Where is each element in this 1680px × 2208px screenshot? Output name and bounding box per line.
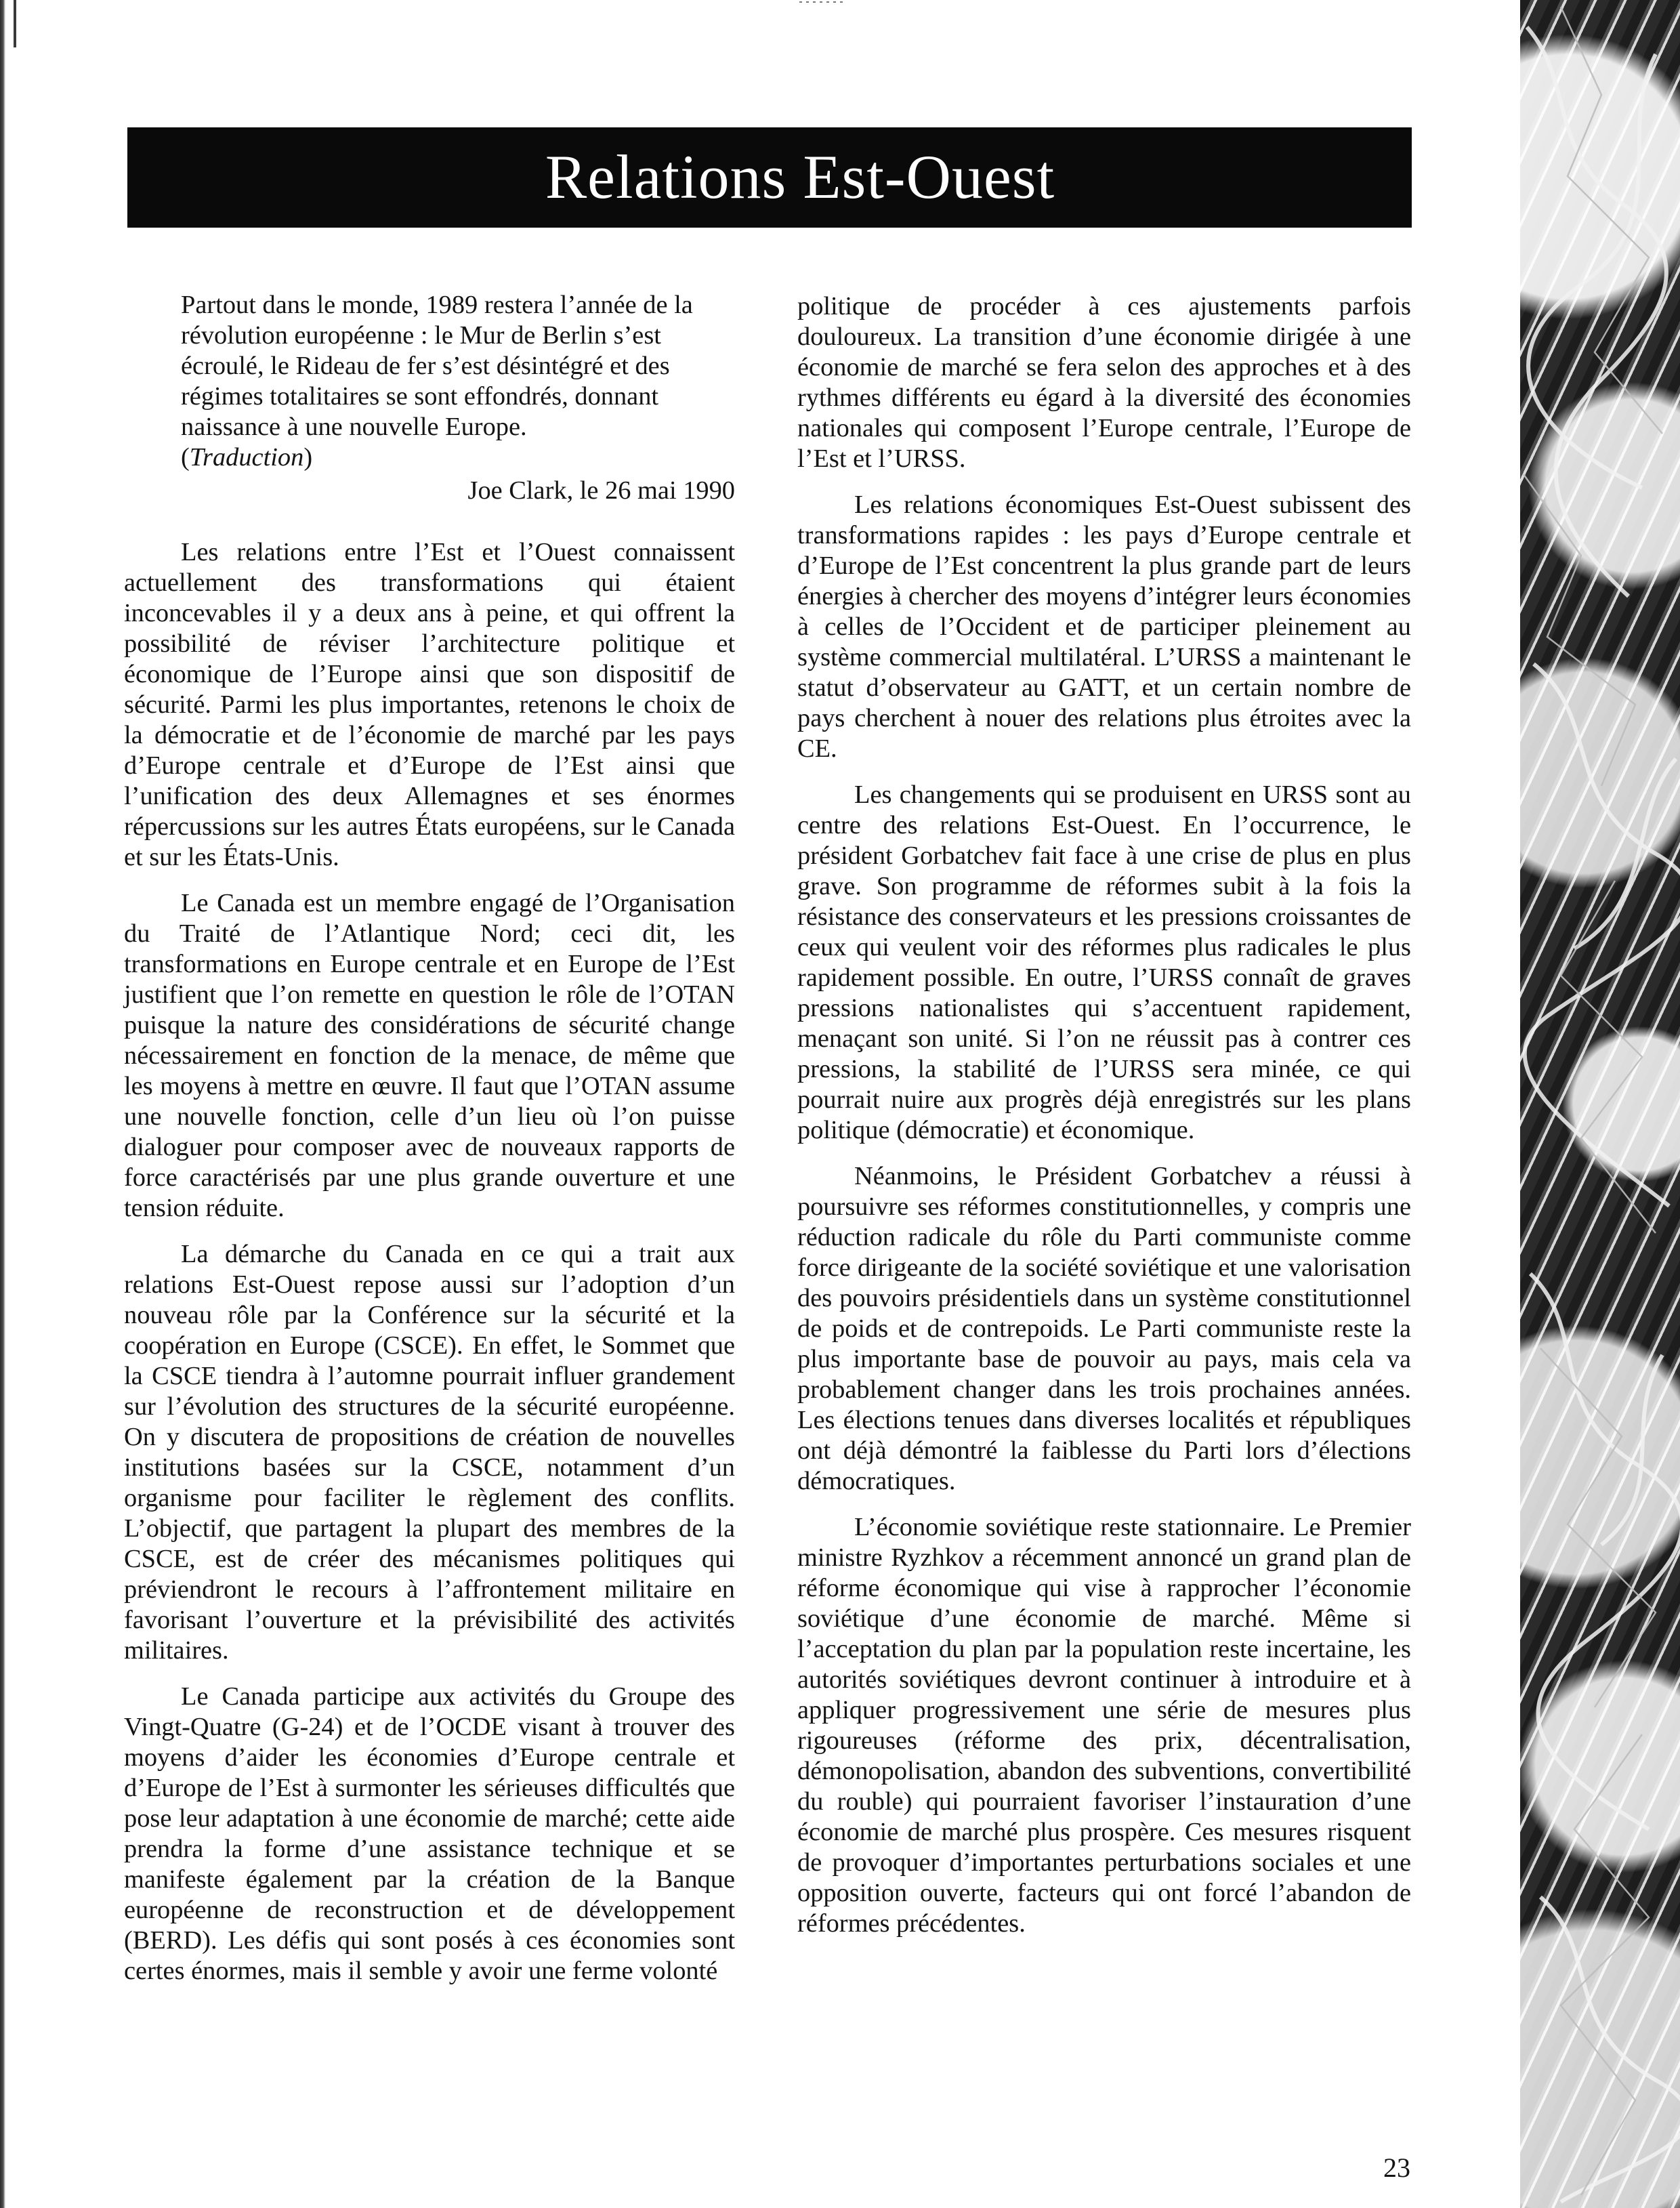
paragraph: L’économie soviétique reste stationnaire. Le Premier ministre Ryzhkov a récemment annoncé un grand plan de réforme économique qui vise à rapprocher l’économie soviétique d’une économie de marché. Même si l’acceptation du plan par la population reste incertaine, les autorités soviétiques devront continuer à introduire et à appliquer progressivement une série de mesures plus rigoureuses (réforme des prix, décentralisation, démonopolisation, abandon des subventions, convertibilité du rouble) qui pourraient favoriser l’instauration d’une économie de marché plus prospère. Ces mesures risquent de provoquer d’importantes perturbations sociales et une opposition ouverte, facteurs qui ont forcé l’abandon de réformes précédentes. xyxy=(797,1513,1411,1938)
page-binding-edge xyxy=(0,0,5,2208)
paragraph: Le Canada participe aux activités du Groupe des Vingt-Quatre (G-24) et de l’OCDE visant à trouver des moyens d’aider les économies d’Europe centrale et d’Europe de l’Est à surmonter les sérieuses difficultés que pose leur adaptation à une économie de marché; cette aide prendra la forme d’une assistance technique et se manifeste également par la création de la Banque européenne de reconstruction et de développement (BERD). Les défis qui sont posés à ces économies sont certes énormes, mais il semble y avoir une ferme volonté xyxy=(124,1682,735,1985)
marble-veins-decoration xyxy=(1520,0,1680,2208)
paragraph: Les relations économiques Est-Ouest subissent des transformations rapides : les pays d’Europe centrale et d’Europe de l’Est concentrent la plus grande part de leurs énergies à chercher des moyens d’intégrer leurs économies à celles de l’Occident et de participer pleinement au système commercial multilatéral. L’URSS a maintenant le statut d’observateur au GATT, et un certain nombre de pays cherchent à nouer des relations plus étroites avec la CE. xyxy=(797,491,1411,763)
section-title-banner xyxy=(127,127,1412,228)
left-column xyxy=(124,290,735,2002)
epigraph-quote xyxy=(124,290,735,473)
epigraph xyxy=(124,290,735,506)
paragraph-continued: politique de procéder à ces ajustements parfois douloureux. La transition d’une économie dirigée à une économie de marché se fera selon des approches et à des rythmes différents eu égard à la diversité des économies nationales qui composent l’Europe centrale, l’Europe de l’Est et l’URSS. xyxy=(797,292,1411,473)
paragraph: Néanmoins, le Président Gorbatchev a réussi à poursuivre ses réformes constitutionnelles, y compris une réduction radicale du rôle du Parti communiste comme force dirigeante de la société soviétique et une valorisation des pouvoirs présidentiels dans un système constitutionnel de poids et de contrepoids. Le Parti communiste reste la plus importante base de pouvoir au pays, mais cela va probablement changer dans les trois prochaines années. Les élections tenues dans diverses localités et républiques ont déjà démontré la faiblesse du Parti lors d’élections démocratiques. xyxy=(797,1162,1411,1495)
epigraph-translation-note: Traduction xyxy=(189,443,304,472)
paragraph: Les relations entre l’Est et l’Ouest connaissent actuellement des transformations qui étaient inconcevables il y a deux ans à peine, et qui offrent la possibilité de réviser l’architecture politique et économique de l’Europe ainsi que son dispositif de sécurité. Parmi les plus importantes, retenons le choix de la démocratie et de l’économie de marché par les pays d’Europe centrale et d’Europe de l’Est ainsi que l’unification des deux Allemagnes et ses énormes répercussions sur les autres États européens, sur le Canada et sur les États-Unis. xyxy=(124,538,735,871)
binding-mark xyxy=(14,0,16,47)
paragraph: Les changements qui se produisent en URSS sont au centre des relations Est-Ouest. En l’occurrence, le président Gorbatchev fait face à une crise de plus en plus grave. Son programme de réformes subit à la fois la résistance des conservateurs et les pressions croissantes de ceux qui veulent voir des réformes plus radicales le plus rapidement possible. En outre, l’URSS connaît de graves pressions nationalistes qui s’accentuent rapidement, menaçant son unité. Si l’on ne réussit pas à contrer ces pressions, la stabilité de l’URSS sera minée, ce qui pourrait nuire aux progrès déjà enregistrés sur les plans politique (démocratie) et économique. xyxy=(797,780,1411,1144)
paragraph: La démarche du Canada en ce qui a trait aux relations Est-Ouest repose aussi sur l’adoption d’un nouveau rôle par la Conférence sur la sécurité et la coopération en Europe (CSCE). En effet, le Sommet que la CSCE tiendra à l’automne pourrait influer grandement sur l’évolution des structures de la sécurité européenne. On y discutera de propositions de création de nouvelles institutions basées sur la CSCE, notamment d’un organisme pour faciliter le règlement des conflits. L’objectif, que partagent la plupart des membres de la CSCE, est de créer des mécanismes politiques qui préviendront le recours à l’affrontement militaire en favorisant l’ouverture et la prévisibilité des activités militaires. xyxy=(124,1240,735,1665)
epigraph-note-open: ( xyxy=(181,443,190,472)
section-title: Relations Est-Ouest xyxy=(545,142,1055,211)
right-column xyxy=(797,291,1411,1955)
epigraph-attribution: Joe Clark, le 26 mai 1990 xyxy=(467,476,735,505)
epigraph-quote-text: Partout dans le monde, 1989 restera l’année de la révolution européenne : le Mur de Berlin s’est écroulé, le Rideau de fer s’est désintégré et des régimes totalitaires se sont effondrés, donnant naissance à une nouvelle Europe. xyxy=(181,291,693,441)
scan-artifact xyxy=(799,1,847,3)
page-number: 23 xyxy=(1383,2152,1410,2183)
paragraph: Le Canada est un membre engagé de l’Organisation du Traité de l’Atlantique Nord; ceci dit, les transformations en Europe centrale et en Europe de l’Est justifient que l’on remette en question le rôle de l’OTAN puisque la nature des considérations de sécurité change nécessairement en fonction de la menace, de même que les moyens à mettre en œuvre. Il faut que l’OTAN assume une nouvelle fonction, celle d’un lieu où l’on puisse dialoguer pour composer avec de nouveaux rapports de force caractérisés par une plus grande ouverture et une tension réduite. xyxy=(124,889,735,1222)
epigraph-note-close: ) xyxy=(303,443,313,472)
